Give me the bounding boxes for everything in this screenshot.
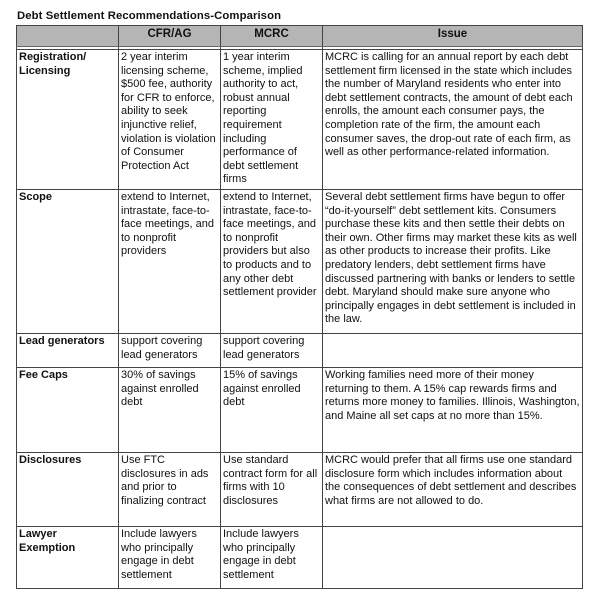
- table-row-scope: [17, 189, 583, 333]
- mcrc-cell: Use standard contract form for all firms with 10 disclosures: [221, 452, 323, 526]
- issue-cell: MCRC would prefer that all firms use one standard disclosure form which includes information about the consequences of debt settlement and describes what firms are not allowed to do.: [323, 452, 583, 526]
- table-row-disclosures: [17, 452, 583, 526]
- mcrc-cell: 1 year interim scheme, implied authority to act, robust annual reporting requirement including performance of debt settlement firms: [221, 50, 323, 190]
- document-title: Debt Settlement Recommendations-Comparison: [17, 10, 282, 22]
- mcrc-cell: extend to Internet, intrastate, face-to-face meetings, and to nonprofit providers but also to products and to any other debt settlement provider: [221, 189, 323, 333]
- issue-cell: Several debt settlement firms have begun to offer “do-it-yourself” debt settlement kits. Consumers purchase these kits and then settle their debts on their own. Other firms may market these kits as well as other products to increase their profits. Like predatory lenders, debt settlement firms have discussed partnering with banks or lenders to settle debt. Maryland should make sure anyone who principally engages in debt settlement is included in the law.: [323, 189, 583, 333]
- header-topic: [17, 26, 119, 47]
- cfr-ag-cell: extend to Internet, intrastate, face-to-face meetings, and to nonprofit providers: [119, 189, 221, 333]
- row-topic: Scope: [17, 189, 119, 333]
- issue-cell: MCRC is calling for an annual report by each debt settlement firm licensed in the state which includes the number of Maryland residents who enter into debt settlement contracts, the amount of debt each enrolls, the amount each consumer pays, the completion rate of the firm, the amount each consumer saves, the drop-out rate of each firm, as well as other performance-related information.: [323, 50, 583, 190]
- issue-cell: Working families need more of their money returning to them. A 15% cap rewards firms and returns more money to families. Illinois, Washington, and Maine all set caps at no more than 15%.: [323, 367, 583, 452]
- mcrc-cell: support covering lead generators: [221, 333, 323, 367]
- table-row-lead-generators: [17, 333, 583, 367]
- table-header-row: [17, 26, 583, 47]
- mcrc-cell: 15% of savings against enrolled debt: [221, 367, 323, 452]
- row-topic: Lead generators: [17, 333, 119, 367]
- row-topic: Registration/ Licensing: [17, 50, 119, 190]
- header-mcrc: MCRC: [221, 26, 323, 47]
- table-row-lawyer-exemption: [17, 526, 583, 588]
- table-row-fee-caps: [17, 367, 583, 452]
- header-issue: Issue: [323, 26, 583, 47]
- table-row-registration: [17, 50, 583, 190]
- row-topic: Disclosures: [17, 452, 119, 526]
- cfr-ag-cell: support covering lead generators: [119, 333, 221, 367]
- mcrc-cell: Include lawyers who principally engage in debt settlement: [221, 526, 323, 588]
- issue-cell: [323, 333, 583, 367]
- comparison-table: [16, 25, 583, 589]
- issue-cell: [323, 526, 583, 588]
- cfr-ag-cell: Include lawyers who principally engage in debt settlement: [119, 526, 221, 588]
- cfr-ag-cell: Use FTC disclosures in ads and prior to finalizing contract: [119, 452, 221, 526]
- cfr-ag-cell: 2 year interim licensing scheme, $500 fee, authority for CFR to enforce, ability to seek injunctive relief, violation is violation of Consumer Protection Act: [119, 50, 221, 190]
- row-topic: Fee Caps: [17, 367, 119, 452]
- row-topic: Lawyer Exemption: [17, 526, 119, 588]
- header-cfr-ag: CFR/AG: [119, 26, 221, 47]
- cfr-ag-cell: 30% of savings against enrolled debt: [119, 367, 221, 452]
